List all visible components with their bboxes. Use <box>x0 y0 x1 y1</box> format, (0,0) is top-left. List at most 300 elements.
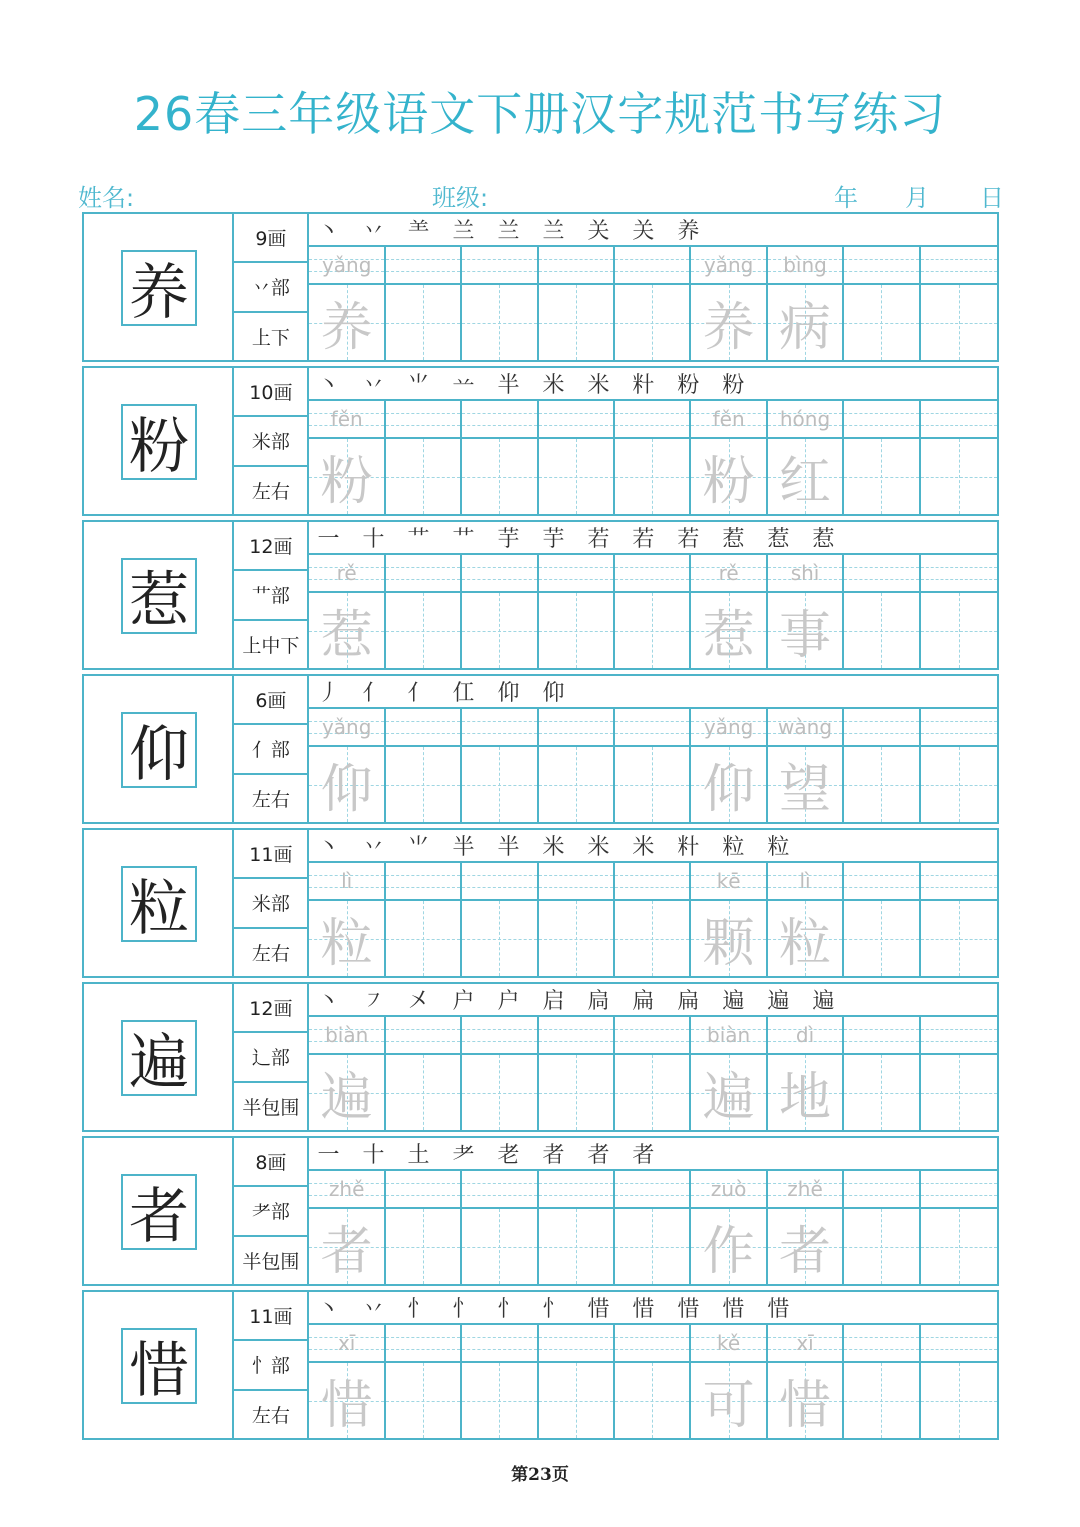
practice-cell[interactable] <box>309 1325 385 1438</box>
trace-character: 惜 <box>320 1376 373 1436</box>
practice-cell[interactable] <box>921 555 997 668</box>
trace-character: 颗 <box>702 914 755 974</box>
trace-character: 者 <box>779 1222 832 1282</box>
pinyin-text: yǎng <box>321 253 372 277</box>
trace-character: 惜 <box>779 1376 832 1436</box>
stroke-count: 11画 <box>234 830 307 879</box>
pinyin-text: dì <box>795 1023 815 1047</box>
tian-grid-box <box>768 593 842 668</box>
character-info <box>234 830 309 976</box>
practice-cell[interactable] <box>921 247 997 360</box>
month-label: 月 <box>905 184 929 212</box>
main-character-cell <box>84 984 234 1130</box>
practice-cell[interactable] <box>768 1325 844 1438</box>
pinyin-text: lì <box>799 869 811 893</box>
character-info <box>234 522 309 668</box>
pinyin-box <box>462 555 536 593</box>
tian-grid-box <box>921 285 997 360</box>
tian-grid-box <box>539 593 613 668</box>
tian-grid-box <box>615 901 689 976</box>
pinyin-box <box>615 863 689 901</box>
pinyin-text: xī <box>337 1331 356 1355</box>
pinyin-box <box>386 401 460 439</box>
practice-cell[interactable] <box>386 1017 462 1130</box>
structure: 左右 <box>251 942 290 965</box>
practice-cell[interactable] <box>539 863 615 976</box>
tian-grid-box <box>462 1209 536 1284</box>
pinyin-box <box>844 1325 918 1363</box>
pinyin-box <box>691 247 765 285</box>
practice-cell[interactable] <box>309 1171 385 1284</box>
tian-grid-box <box>691 285 765 360</box>
practice-cell[interactable] <box>539 555 615 668</box>
writing-grid <box>309 401 997 514</box>
practice-cell[interactable] <box>691 247 767 360</box>
pinyin-box <box>386 863 460 901</box>
practice-cell[interactable] <box>309 863 385 976</box>
practice-cell[interactable] <box>921 1325 997 1438</box>
practice-cell[interactable] <box>309 401 385 514</box>
tian-grid-box <box>691 1209 765 1284</box>
practice-cell[interactable] <box>386 1325 462 1438</box>
practice-cell[interactable] <box>844 555 920 668</box>
practice-cell[interactable] <box>539 247 615 360</box>
main-character-cell <box>84 522 234 668</box>
character-info <box>234 214 309 360</box>
tian-grid-box <box>309 747 383 822</box>
stroke-order: 丶 丷 ⺌ 半 半 米 米 米 籵 粒 粒 <box>309 830 997 863</box>
pinyin-text: yǎng <box>703 253 754 277</box>
trace-character: 粒 <box>779 914 832 974</box>
main-character: 仰 <box>121 712 197 788</box>
pinyin-box <box>921 863 997 901</box>
pinyin-box <box>691 709 765 747</box>
practice-cell[interactable] <box>691 1325 767 1438</box>
practice-cell[interactable] <box>462 863 538 976</box>
tian-grid-box <box>921 1209 997 1284</box>
pinyin-box <box>691 401 765 439</box>
trace-character: 望 <box>779 760 832 820</box>
practice-cell[interactable] <box>691 863 767 976</box>
tian-grid-box <box>768 747 842 822</box>
character-info <box>234 984 309 1130</box>
page-title: 26春三年级语文下册汉字规范书写练习 <box>133 87 947 141</box>
pinyin-box <box>462 863 536 901</box>
practice-cell[interactable] <box>615 863 691 976</box>
tian-grid-box <box>844 1363 918 1438</box>
pinyin-box <box>921 1017 997 1055</box>
practice-cell[interactable] <box>539 1017 615 1130</box>
writing-grid <box>309 1017 997 1130</box>
practice-cell[interactable] <box>462 1171 538 1284</box>
practice-cell[interactable] <box>615 1171 691 1284</box>
practice-cell[interactable] <box>768 1017 844 1130</box>
tian-grid-box <box>386 747 460 822</box>
practice-cell[interactable] <box>309 555 385 668</box>
radical: 忄部 <box>234 1341 307 1390</box>
pinyin-box <box>768 1017 842 1055</box>
tian-grid-box <box>691 747 765 822</box>
practice-cell[interactable] <box>844 247 920 360</box>
stroke-order: 丿 亻 亻 仜 仰 仰 <box>309 676 997 709</box>
trace-character: 事 <box>779 606 832 666</box>
practice-cell[interactable] <box>691 709 767 822</box>
practice-cell[interactable] <box>921 1017 997 1130</box>
tian-grid-box <box>309 1363 383 1438</box>
tian-grid-box <box>691 901 765 976</box>
pinyin-box <box>691 555 765 593</box>
tian-grid-box <box>844 593 918 668</box>
pinyin-box <box>309 247 383 285</box>
tian-grid-box <box>386 1363 460 1438</box>
practice-sheet <box>82 212 999 1444</box>
tian-grid-box <box>386 1055 460 1130</box>
practice-cell[interactable] <box>768 555 844 668</box>
practice-cell[interactable] <box>462 709 538 822</box>
writing-grid <box>309 247 997 360</box>
trace-character: 者 <box>320 1222 373 1282</box>
practice-cell[interactable] <box>462 555 538 668</box>
pinyin-box <box>615 1171 689 1209</box>
practice-cell[interactable] <box>386 247 462 360</box>
tian-grid-box <box>462 593 536 668</box>
trace-character: 地 <box>779 1068 832 1128</box>
stroke-order: 一 十 艹 艹 芋 芋 若 若 若 惹 惹 惹 <box>309 522 997 555</box>
pinyin-box <box>462 1017 536 1055</box>
pinyin-text: fěn <box>712 407 745 431</box>
pinyin-box <box>921 247 997 285</box>
practice-cell[interactable] <box>844 1171 920 1284</box>
tian-grid-box <box>844 285 918 360</box>
practice-cell[interactable] <box>309 709 385 822</box>
practice-cell[interactable] <box>462 1325 538 1438</box>
tian-grid-box <box>768 1209 842 1284</box>
practice-cell[interactable] <box>768 401 844 514</box>
pinyin-box <box>615 1017 689 1055</box>
pinyin-box <box>615 247 689 285</box>
character-row <box>82 366 999 516</box>
pinyin-box <box>539 709 613 747</box>
main-character-cell <box>84 830 234 976</box>
practice-cell[interactable] <box>309 1017 385 1130</box>
trace-character: 粒 <box>320 914 373 974</box>
practice-cell[interactable] <box>386 555 462 668</box>
pinyin-box <box>539 401 613 439</box>
practice-cell[interactable] <box>615 709 691 822</box>
pinyin-box <box>768 1171 842 1209</box>
stroke-order: 丶 ㇇ 㐅 户 户 启 扃 扁 扁 遍 遍 遍 <box>309 984 997 1017</box>
trace-character: 作 <box>702 1222 755 1282</box>
pinyin-box <box>768 401 842 439</box>
pinyin-box <box>462 709 536 747</box>
practice-cell[interactable] <box>309 247 385 360</box>
structure: 半包围 <box>242 1250 300 1273</box>
tian-grid-box <box>462 285 536 360</box>
character-info <box>234 368 309 514</box>
practice-cell[interactable] <box>844 401 920 514</box>
pinyin-box <box>691 863 765 901</box>
practice-cell[interactable] <box>539 401 615 514</box>
pinyin-box <box>691 1171 765 1209</box>
pinyin-box <box>844 863 918 901</box>
character-info <box>234 1292 309 1438</box>
tian-grid-box <box>309 1055 383 1130</box>
practice-cell[interactable] <box>844 709 920 822</box>
tian-grid-box <box>615 439 689 514</box>
practice-cell[interactable] <box>615 1017 691 1130</box>
pinyin-text: kē <box>716 869 741 893</box>
pinyin-box <box>462 401 536 439</box>
character-info <box>234 1138 309 1284</box>
tian-grid-box <box>691 1363 765 1438</box>
pinyin-text: bìng <box>783 253 827 277</box>
pinyin-box <box>844 401 918 439</box>
trace-character: 遍 <box>702 1068 755 1128</box>
pinyin-box <box>539 555 613 593</box>
practice-cell[interactable] <box>691 1017 767 1130</box>
main-character-cell <box>84 1292 234 1438</box>
main-character: 养 <box>121 250 197 326</box>
pinyin-box <box>462 1325 536 1363</box>
pinyin-box <box>844 555 918 593</box>
tian-grid-box <box>539 439 613 514</box>
tian-grid-box <box>844 901 918 976</box>
main-character-cell <box>84 214 234 360</box>
pinyin-text: fěn <box>330 407 363 431</box>
character-row <box>82 1290 999 1440</box>
radical: 耂部 <box>234 1187 307 1236</box>
tian-grid-box <box>615 285 689 360</box>
practice-cell[interactable] <box>386 401 462 514</box>
tian-grid-box <box>921 439 997 514</box>
pinyin-box <box>768 555 842 593</box>
pinyin-text: kě <box>717 1331 741 1355</box>
practice-cell[interactable] <box>386 1171 462 1284</box>
tian-grid-box <box>921 593 997 668</box>
practice-cell[interactable] <box>615 247 691 360</box>
character-row <box>82 828 999 978</box>
practice-cell[interactable] <box>539 709 615 822</box>
pinyin-box <box>615 1325 689 1363</box>
character-row <box>82 212 999 362</box>
day-label: 日 <box>980 184 1004 212</box>
practice-cell[interactable] <box>768 247 844 360</box>
pinyin-box <box>539 1325 613 1363</box>
tian-grid-box <box>462 747 536 822</box>
tian-grid-box <box>615 1209 689 1284</box>
pinyin-box <box>539 863 613 901</box>
practice-cell[interactable] <box>539 1325 615 1438</box>
practice-cell[interactable] <box>691 401 767 514</box>
pinyin-text: yǎng <box>703 715 754 739</box>
tian-grid-box <box>615 1055 689 1130</box>
radical: 艹部 <box>234 571 307 620</box>
practice-cell[interactable] <box>691 555 767 668</box>
main-character: 惹 <box>121 558 197 634</box>
pinyin-text: rě <box>336 561 357 585</box>
tian-grid-box <box>691 439 765 514</box>
tian-grid-box <box>539 1055 613 1130</box>
structure: 上下 <box>251 326 290 349</box>
tian-grid-box <box>691 1055 765 1130</box>
pinyin-box <box>691 1017 765 1055</box>
tian-grid-box <box>309 901 383 976</box>
tian-grid-box <box>768 1363 842 1438</box>
pinyin-box <box>768 709 842 747</box>
pinyin-box <box>615 709 689 747</box>
trace-character: 养 <box>320 298 373 358</box>
pinyin-text: xī <box>796 1331 814 1355</box>
tian-grid-box <box>309 1209 383 1284</box>
practice-cell[interactable] <box>462 1017 538 1130</box>
structure: 上中下 <box>242 634 300 657</box>
pinyin-box <box>921 555 997 593</box>
character-row <box>82 1136 999 1286</box>
practice-cell[interactable] <box>844 863 920 976</box>
tian-grid-box <box>539 1209 613 1284</box>
main-character: 粒 <box>121 866 197 942</box>
pinyin-text: zuò <box>710 1177 747 1201</box>
tian-grid-box <box>844 747 918 822</box>
radical: 米部 <box>234 417 307 466</box>
tian-grid-box <box>921 1055 997 1130</box>
pinyin-text: shì <box>790 561 820 585</box>
pinyin-text: zhě <box>787 1177 823 1201</box>
practice-cell[interactable] <box>615 1325 691 1438</box>
practice-cell[interactable] <box>921 401 997 514</box>
practice-cell[interactable] <box>921 863 997 976</box>
pinyin-box <box>309 863 383 901</box>
pinyin-box <box>309 709 383 747</box>
radical: 丷部 <box>234 263 307 312</box>
name-label: 姓名: <box>78 184 135 212</box>
practice-cell[interactable] <box>921 1171 997 1284</box>
pinyin-box <box>691 1325 765 1363</box>
tian-grid-box <box>309 593 383 668</box>
structure: 半包围 <box>242 1096 300 1119</box>
writing-grid <box>309 709 997 822</box>
trace-character: 惹 <box>320 606 373 666</box>
stroke-count: 11画 <box>234 1292 307 1341</box>
main-character-cell <box>84 1138 234 1284</box>
tian-grid-box <box>462 1055 536 1130</box>
tian-grid-box <box>768 285 842 360</box>
practice-cell[interactable] <box>462 247 538 360</box>
pinyin-box <box>309 1171 383 1209</box>
writing-grid <box>309 863 997 976</box>
tian-grid-box <box>386 593 460 668</box>
tian-grid-box <box>844 1209 918 1284</box>
main-character: 惜 <box>121 1328 197 1404</box>
pinyin-box <box>309 555 383 593</box>
stroke-order: 丶 丷 忄 忄 忄 忄 惜 惜 惜 惜 惜 <box>309 1292 997 1325</box>
practice-cell[interactable] <box>386 863 462 976</box>
practice-cell[interactable] <box>844 1325 920 1438</box>
tian-grid-box <box>309 439 383 514</box>
tian-grid-box <box>921 1363 997 1438</box>
pinyin-box <box>309 1325 383 1363</box>
tian-grid-box <box>539 285 613 360</box>
tian-grid-box <box>386 439 460 514</box>
trace-character: 粉 <box>702 452 755 512</box>
pinyin-text: biàn <box>325 1023 369 1047</box>
practice-cell[interactable] <box>768 709 844 822</box>
pinyin-text: rě <box>718 561 739 585</box>
practice-cell[interactable] <box>768 863 844 976</box>
pinyin-box <box>386 709 460 747</box>
pinyin-box <box>921 401 997 439</box>
pinyin-box <box>844 247 918 285</box>
pinyin-box <box>539 1171 613 1209</box>
pinyin-box <box>768 863 842 901</box>
radical: 米部 <box>234 879 307 928</box>
practice-cell[interactable] <box>921 709 997 822</box>
radical: 亻部 <box>234 725 307 774</box>
practice-cell[interactable] <box>615 401 691 514</box>
tian-grid-box <box>921 901 997 976</box>
trace-character: 仰 <box>320 760 373 820</box>
practice-cell[interactable] <box>844 1017 920 1130</box>
trace-character: 惹 <box>702 606 755 666</box>
main-character: 粉 <box>121 404 197 480</box>
tian-grid-box <box>844 439 918 514</box>
practice-cell[interactable] <box>691 1171 767 1284</box>
tian-grid-box <box>768 439 842 514</box>
structure: 左右 <box>251 788 290 811</box>
tian-grid-box <box>768 1055 842 1130</box>
pinyin-box <box>844 1171 918 1209</box>
practice-cell[interactable] <box>386 709 462 822</box>
writing-grid <box>309 555 997 668</box>
stroke-order: 丶 丷 ⺌ 䒑 半 米 米 籵 粉 粉 <box>309 368 997 401</box>
structure: 左右 <box>251 480 290 503</box>
writing-grid <box>309 1325 997 1438</box>
practice-cell[interactable] <box>615 555 691 668</box>
tian-grid-box <box>615 747 689 822</box>
tian-grid-box <box>386 1209 460 1284</box>
practice-cell[interactable] <box>539 1171 615 1284</box>
pinyin-box <box>309 401 383 439</box>
pinyin-box <box>386 247 460 285</box>
stroke-count: 6画 <box>234 676 307 725</box>
tian-grid-box <box>615 593 689 668</box>
character-row <box>82 674 999 824</box>
character-row <box>82 520 999 670</box>
practice-cell[interactable] <box>768 1171 844 1284</box>
pinyin-box <box>386 555 460 593</box>
main-character: 者 <box>121 1174 197 1250</box>
character-row <box>82 982 999 1132</box>
pinyin-box <box>844 709 918 747</box>
pinyin-text: zhě <box>328 1177 365 1201</box>
pinyin-box <box>386 1171 460 1209</box>
pinyin-text: biàn <box>707 1023 751 1047</box>
pinyin-box <box>615 555 689 593</box>
pinyin-box <box>844 1017 918 1055</box>
tian-grid-box <box>691 593 765 668</box>
trace-character: 养 <box>702 298 755 358</box>
tian-grid-box <box>462 901 536 976</box>
tian-grid-box <box>844 1055 918 1130</box>
practice-cell[interactable] <box>462 401 538 514</box>
stroke-count: 10画 <box>234 368 307 417</box>
pinyin-box <box>539 1017 613 1055</box>
pinyin-box <box>309 1017 383 1055</box>
pinyin-text: hóng <box>779 407 831 431</box>
trace-character: 红 <box>779 452 832 512</box>
pinyin-box <box>462 1171 536 1209</box>
trace-character: 可 <box>702 1376 755 1436</box>
